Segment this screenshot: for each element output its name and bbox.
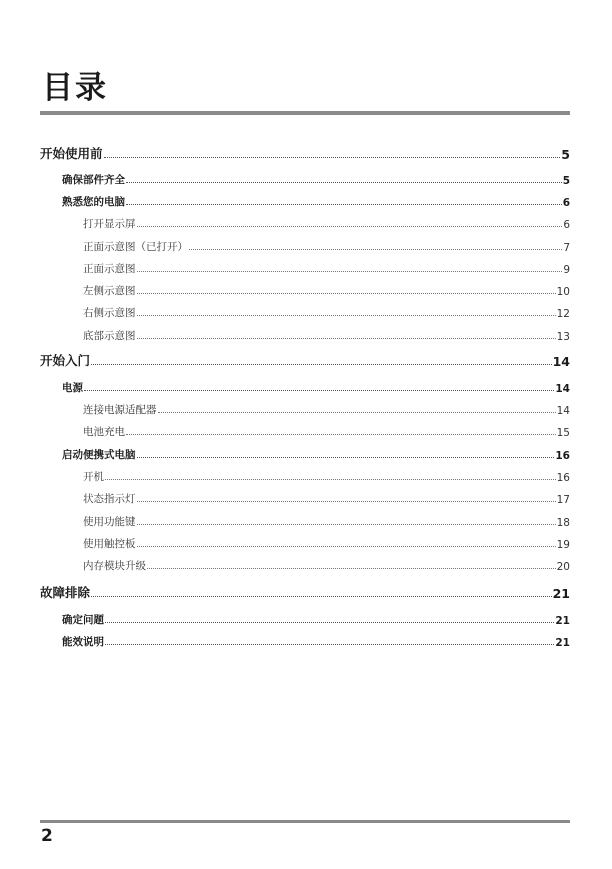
toc-entry-page: 13 <box>556 331 570 343</box>
toc-entry-page: 5 <box>561 147 570 162</box>
toc-entry-page: 21 <box>555 615 570 627</box>
toc-entry[interactable] <box>40 486 570 506</box>
toc-leader <box>126 182 562 183</box>
toc-entry-page: 21 <box>552 586 570 601</box>
toc-leader <box>137 524 556 525</box>
toc-entry[interactable] <box>40 397 570 417</box>
toc-entry[interactable] <box>40 607 570 627</box>
toc-entry-page: 20 <box>556 561 570 573</box>
toc-entry-page: 15 <box>556 427 570 439</box>
toc-entry-page: 14 <box>556 405 570 417</box>
page-number: 2 <box>41 826 53 846</box>
toc-entry[interactable] <box>40 581 570 601</box>
toc-entry[interactable] <box>40 189 570 209</box>
toc-entry-label: 开机 <box>83 471 104 483</box>
toc-entry[interactable] <box>40 278 570 298</box>
toc-entry-label: 使用触控板 <box>83 538 136 550</box>
toc-entry-label: 熟悉您的电脑 <box>62 196 125 208</box>
toc-leader <box>147 568 556 569</box>
footer-divider <box>40 820 570 823</box>
toc-leader <box>137 293 556 294</box>
toc-leader <box>137 338 556 339</box>
toc-entry[interactable] <box>40 234 570 254</box>
toc-entry[interactable] <box>40 256 570 276</box>
toc-entry-page: 6 <box>562 197 570 209</box>
toc-entry-label: 启动便携式电脑 <box>62 449 136 461</box>
toc-entry-label: 左侧示意图 <box>83 285 136 297</box>
toc-leader <box>137 546 556 547</box>
page-title: 目录 <box>42 70 108 106</box>
toc-leader <box>105 622 554 623</box>
toc-entry-label: 确保部件齐全 <box>62 174 125 186</box>
toc-entry[interactable] <box>40 375 570 395</box>
toc-leader <box>137 501 556 502</box>
toc-entry[interactable] <box>40 442 570 462</box>
toc-entry-label: 右侧示意图 <box>83 307 136 319</box>
toc-leader <box>104 157 561 158</box>
header-divider <box>40 111 570 115</box>
toc-entry[interactable] <box>40 349 570 369</box>
toc-entry-label: 电池充电 <box>83 426 125 438</box>
toc-entry-label: 正面示意图（已打开） <box>83 241 188 253</box>
toc-leader <box>158 412 556 413</box>
toc-leader <box>126 204 562 205</box>
toc-entry-page: 21 <box>555 637 570 649</box>
toc-entry[interactable] <box>40 464 570 484</box>
toc-entry-label: 开始使用前 <box>40 146 103 161</box>
toc-entry[interactable] <box>40 167 570 187</box>
toc-entry-label: 内存模块升级 <box>83 560 146 572</box>
toc-entry-page: 12 <box>556 308 570 320</box>
toc-leader <box>91 596 552 597</box>
toc-entry-page: 7 <box>563 242 570 254</box>
toc-entry-page: 16 <box>555 450 570 462</box>
toc-entry-page: 14 <box>555 383 570 395</box>
toc-leader <box>137 315 556 316</box>
toc-entry-page: 16 <box>556 472 570 484</box>
toc-entry-label: 正面示意图 <box>83 263 136 275</box>
toc-entry-label: 状态指示灯 <box>83 493 136 505</box>
toc-entry-page: 9 <box>563 264 570 276</box>
toc-leader <box>137 226 563 227</box>
toc-entry[interactable] <box>40 531 570 551</box>
toc-entry[interactable] <box>40 419 570 439</box>
toc-entry[interactable] <box>40 300 570 320</box>
toc-entry-page: 6 <box>563 219 570 231</box>
toc-leader <box>126 434 556 435</box>
toc-leader <box>137 271 563 272</box>
toc-leader <box>137 457 555 458</box>
toc-entry-label: 使用功能键 <box>83 516 136 528</box>
toc-entry-label: 确定问题 <box>62 614 104 626</box>
toc-entry-label: 电源 <box>62 382 83 394</box>
toc-leader <box>91 364 552 365</box>
toc-leader <box>105 479 556 480</box>
toc-leader <box>105 644 554 645</box>
toc-entry-page: 17 <box>556 494 570 506</box>
toc-entry[interactable] <box>40 629 570 649</box>
toc-entry-label: 能效说明 <box>62 636 104 648</box>
toc-entry-label: 连接电源适配器 <box>83 404 157 416</box>
toc-entry-page: 18 <box>556 517 570 529</box>
toc-entry-page: 19 <box>556 539 570 551</box>
toc-entry[interactable] <box>40 211 570 231</box>
toc-entry-page: 5 <box>562 175 570 187</box>
toc-entry[interactable] <box>40 323 570 343</box>
toc-entry-label: 底部示意图 <box>83 330 136 342</box>
toc-entry[interactable] <box>40 142 570 162</box>
toc-entry-page: 14 <box>552 354 570 369</box>
toc-leader <box>84 390 554 391</box>
toc-entry-page: 10 <box>556 286 570 298</box>
toc-entry[interactable] <box>40 509 570 529</box>
toc-leader <box>189 249 562 250</box>
toc-entry-label: 打开显示屏 <box>83 218 136 230</box>
toc-entry[interactable] <box>40 553 570 573</box>
toc-entry-label: 开始入门 <box>40 353 91 368</box>
toc-entry-label: 故障排除 <box>40 585 91 600</box>
